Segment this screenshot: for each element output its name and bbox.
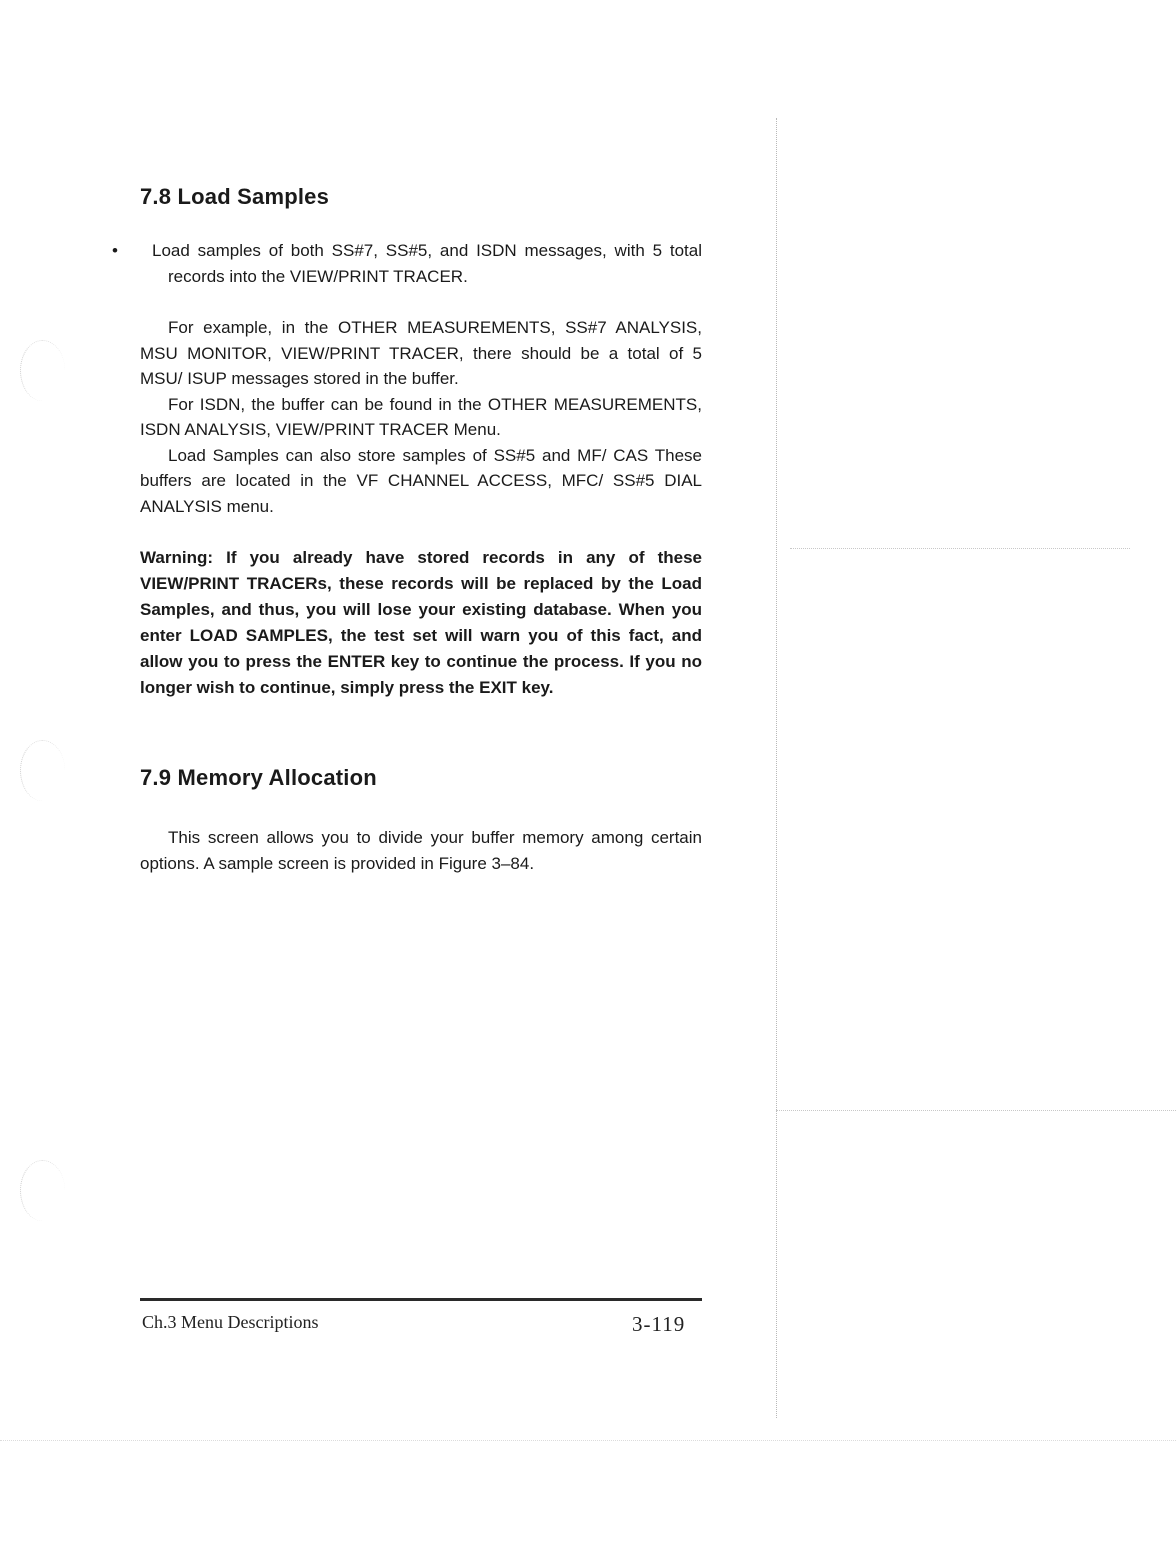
- scan-dotted-line: [790, 548, 1130, 549]
- punch-hole-mark: [20, 1160, 65, 1221]
- warning-paragraph: Warning: If you already have stored records in any of these VIEW/PRINT TRACERs, these records will be replaced by the Load Samples, and thus, you will lose your existing database. When you enter LOAD SAMPLES, the test set will warn you of this fact, and allow you to press the ENTER key to continue the process. If you no longer wish to continue, simply press the EXIT key.: [140, 548, 702, 697]
- section-heading-memory-allocation: 7.9 Memory Allocation: [140, 765, 377, 790]
- bullet-text: Load samples of both SS#7, SS#5, and ISDN messages, with 5 total records into the VIEW/PRINT TRACER.: [152, 241, 702, 286]
- scan-dotted-line: [0, 1440, 1176, 1441]
- page-content: [112, 180, 702, 876]
- footer-chapter-title: Ch.3 Menu Descriptions: [142, 1312, 319, 1332]
- paragraph-memory-allocation: This screen allows you to divide your buffer memory among certain options. A sample screen is provided in Figure 3–84.: [140, 828, 702, 873]
- scan-dotted-line: [776, 1110, 1176, 1111]
- bullet-item: • Load samples of both SS#7, SS#5, and ISDN messages, with 5 total records into the VIEW/PRINT TRACER.: [112, 241, 702, 286]
- footer-page-number: 3-119: [632, 1312, 686, 1336]
- paragraph-isdn-buffer: For ISDN, the buffer can be found in the OTHER MEASUREMENTS, ISDN ANALYSIS, VIEW/PRINT TRACER Menu.: [140, 394, 702, 439]
- paragraph-other-measurements: For example, in the OTHER MEASUREMENTS, SS#7 ANALYSIS, MSU MONITOR, VIEW/PRINT TRACER, there should be a total of 5 MSU/ ISUP messages stored in the buffer.: [140, 318, 702, 388]
- paragraph-ss5-samples: Load Samples can also store samples of SS#5 and MF/ CAS These buffers are located in the VF CHANNEL ACCESS, MFC/ SS#5 DIAL ANALYSIS menu.: [140, 445, 702, 516]
- section-heading-load-samples: 7.8 Load Samples: [140, 184, 330, 209]
- punch-hole-mark: [20, 340, 65, 401]
- footer-rule: [140, 1298, 702, 1301]
- punch-hole-mark: [20, 740, 65, 801]
- scan-margin-line: [776, 118, 777, 1418]
